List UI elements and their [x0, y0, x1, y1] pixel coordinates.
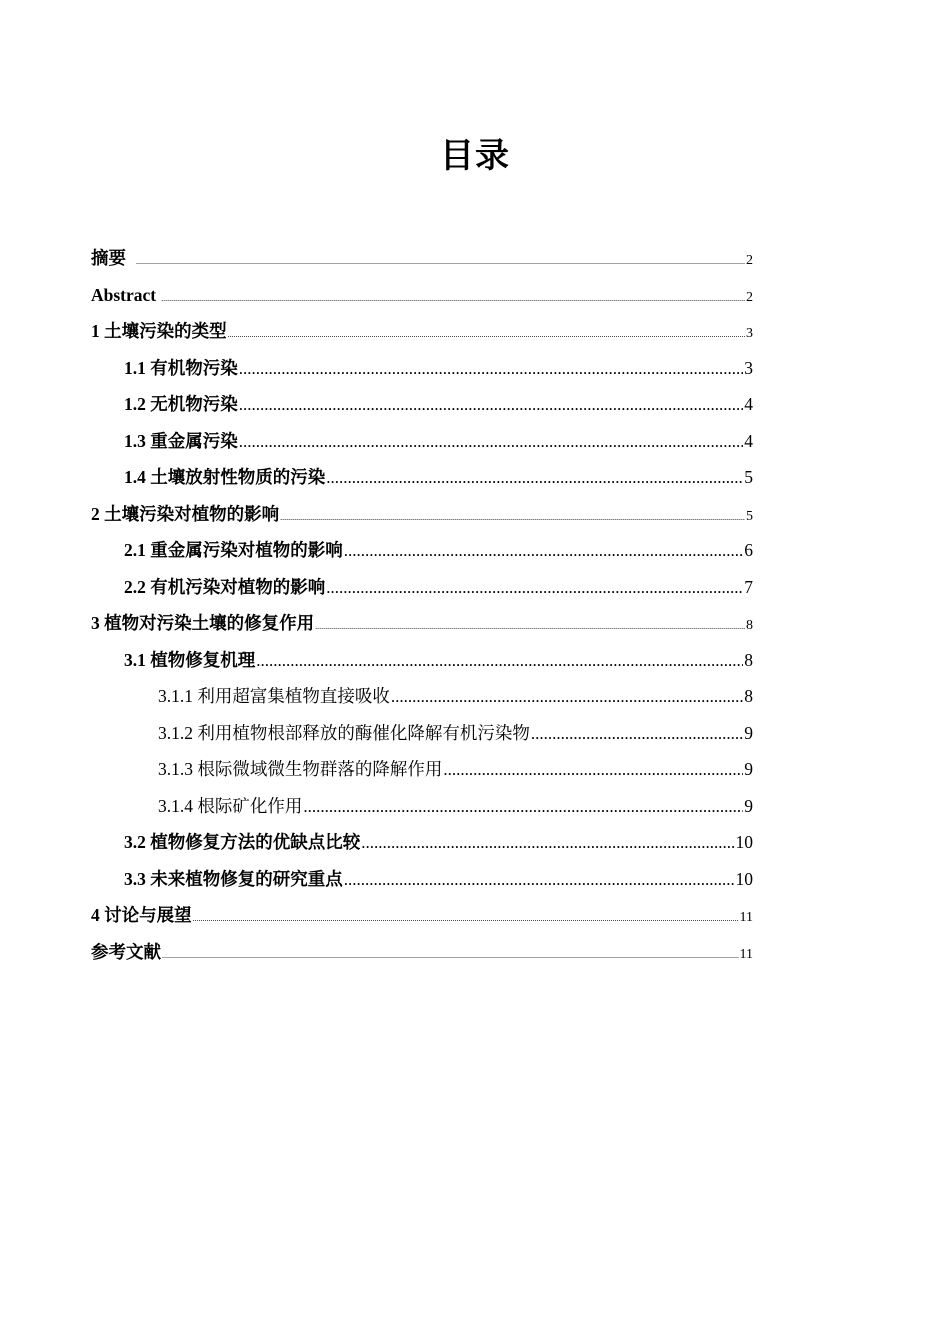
toc-list: [91, 240, 753, 970]
toc-entry-label: 1 土壤污染的类型: [91, 321, 227, 341]
toc-entry-subsection-3-1-3[interactable]: [91, 751, 753, 788]
toc-entry-page: 2: [746, 253, 753, 268]
toc-leader-dots: [193, 915, 739, 923]
toc-entry-section-2-1[interactable]: [91, 532, 753, 569]
toc-entry-page: 9: [744, 795, 753, 816]
toc-leader-dots: [228, 331, 745, 339]
toc-leader-dots: [280, 514, 745, 522]
toc-entry-section-1-4[interactable]: [91, 459, 753, 496]
toc-entry-page: 2: [746, 289, 753, 305]
toc-entry-section-1-1[interactable]: [91, 350, 753, 387]
toc-entry-page: 5: [744, 467, 753, 487]
toc-leader-dots: [161, 295, 745, 303]
toc-entry-abstract-cn[interactable]: [91, 240, 753, 277]
toc-entry-page: 7: [744, 576, 753, 597]
toc-entry-chapter-1[interactable]: [91, 313, 753, 350]
toc-leader-dots: [391, 688, 743, 705]
toc-entry-references[interactable]: [91, 934, 753, 971]
toc-leader-dots: [531, 725, 743, 742]
toc-entry-label: 1.3 重金属污染: [124, 430, 238, 451]
toc-entry-page: 5: [746, 508, 753, 524]
toc-entry-page: 8: [744, 649, 753, 670]
toc-leader-dots: [315, 623, 745, 631]
toc-entry-label: 4 讨论与展望: [91, 905, 192, 925]
toc-entry-section-3-1[interactable]: [91, 642, 753, 679]
toc-leader-dots: [256, 652, 743, 669]
toc-entry-page: 6: [744, 540, 753, 560]
toc-leader-dots: [239, 396, 744, 413]
toc-entry-label: 1.4 土壤放射性物质的污染: [124, 467, 326, 487]
toc-entry-page: 10: [735, 832, 753, 852]
toc-leader-dots: [239, 360, 744, 377]
toc-leader-dots: [361, 834, 734, 851]
toc-leader-dots: [239, 433, 744, 450]
toc-entry-page: 8: [746, 618, 753, 633]
toc-entry-subsection-3-1-4[interactable]: [91, 788, 753, 825]
toc-entry-page: 4: [744, 430, 753, 451]
toc-entry-chapter-4[interactable]: [91, 897, 753, 934]
toc-entry-page: 11: [739, 946, 753, 962]
toc-leader-dots: [162, 952, 739, 960]
toc-entry-label: 1.2 无机物污染: [124, 394, 238, 414]
toc-leader-dots: [303, 798, 743, 815]
toc-leader-dots: [326, 579, 743, 596]
toc-leader-dots: [344, 871, 735, 888]
toc-entry-label: 摘要: [91, 248, 126, 268]
toc-entry-page: 9: [744, 759, 753, 779]
toc-entry-section-3-3[interactable]: [91, 861, 753, 898]
toc-entry-page: 3: [744, 357, 753, 378]
toc-entry-label: 3.1 植物修复机理: [124, 649, 256, 670]
toc-entry-label: 2.1 重金属污染对植物的影响: [124, 540, 343, 560]
toc-leader-dots: [344, 542, 744, 559]
toc-entry-label: 3.1.3 根际微域微生物群落的降解作用: [158, 759, 443, 779]
toc-entry-label: Abstract: [91, 284, 157, 305]
toc-entry-subsection-3-1-2[interactable]: [91, 715, 753, 752]
toc-entry-section-1-3[interactable]: [91, 423, 753, 460]
toc-entry-page: 9: [744, 722, 753, 743]
toc-entry-section-2-2[interactable]: [91, 569, 753, 606]
toc-title: 目录: [440, 136, 510, 176]
toc-entry-label: 1.1 有机物污染: [124, 357, 238, 378]
toc-entry-label: 3 植物对污染土壤的修复作用: [91, 613, 315, 633]
toc-entry-subsection-3-1-1[interactable]: [91, 678, 753, 715]
toc-entry-label: 3.2 植物修复方法的优缺点比较: [124, 832, 361, 852]
toc-entry-section-1-2[interactable]: [91, 386, 753, 423]
toc-leader-dots: [443, 761, 743, 778]
toc-entry-label: 2 土壤污染对植物的影响: [91, 503, 280, 524]
toc-leader-dots: [136, 258, 745, 266]
toc-entry-label: 3.3 未来植物修复的研究重点: [124, 868, 343, 889]
toc-entry-page: 4: [744, 394, 753, 414]
toc-entry-abstract-en[interactable]: [91, 277, 753, 314]
toc-leader-dots: [326, 469, 743, 486]
toc-entry-label: 3.1.4 根际矿化作用: [158, 795, 303, 816]
toc-entry-chapter-2[interactable]: [91, 496, 753, 533]
toc-entry-page: 11: [739, 910, 753, 925]
toc-entry-page: 3: [746, 326, 753, 341]
toc-entry-section-3-2[interactable]: [91, 824, 753, 861]
toc-entry-page: 8: [744, 686, 753, 706]
toc-entry-label: 3.1.2 利用植物根部释放的酶催化降解有机污染物: [158, 722, 530, 743]
toc-entry-page: 10: [735, 868, 753, 889]
toc-entry-label: 3.1.1 利用超富集植物直接吸收: [158, 686, 390, 706]
toc-entry-chapter-3[interactable]: [91, 605, 753, 642]
toc-entry-label: 参考文献: [91, 941, 161, 962]
toc-entry-label: 2.2 有机污染对植物的影响: [124, 576, 326, 597]
